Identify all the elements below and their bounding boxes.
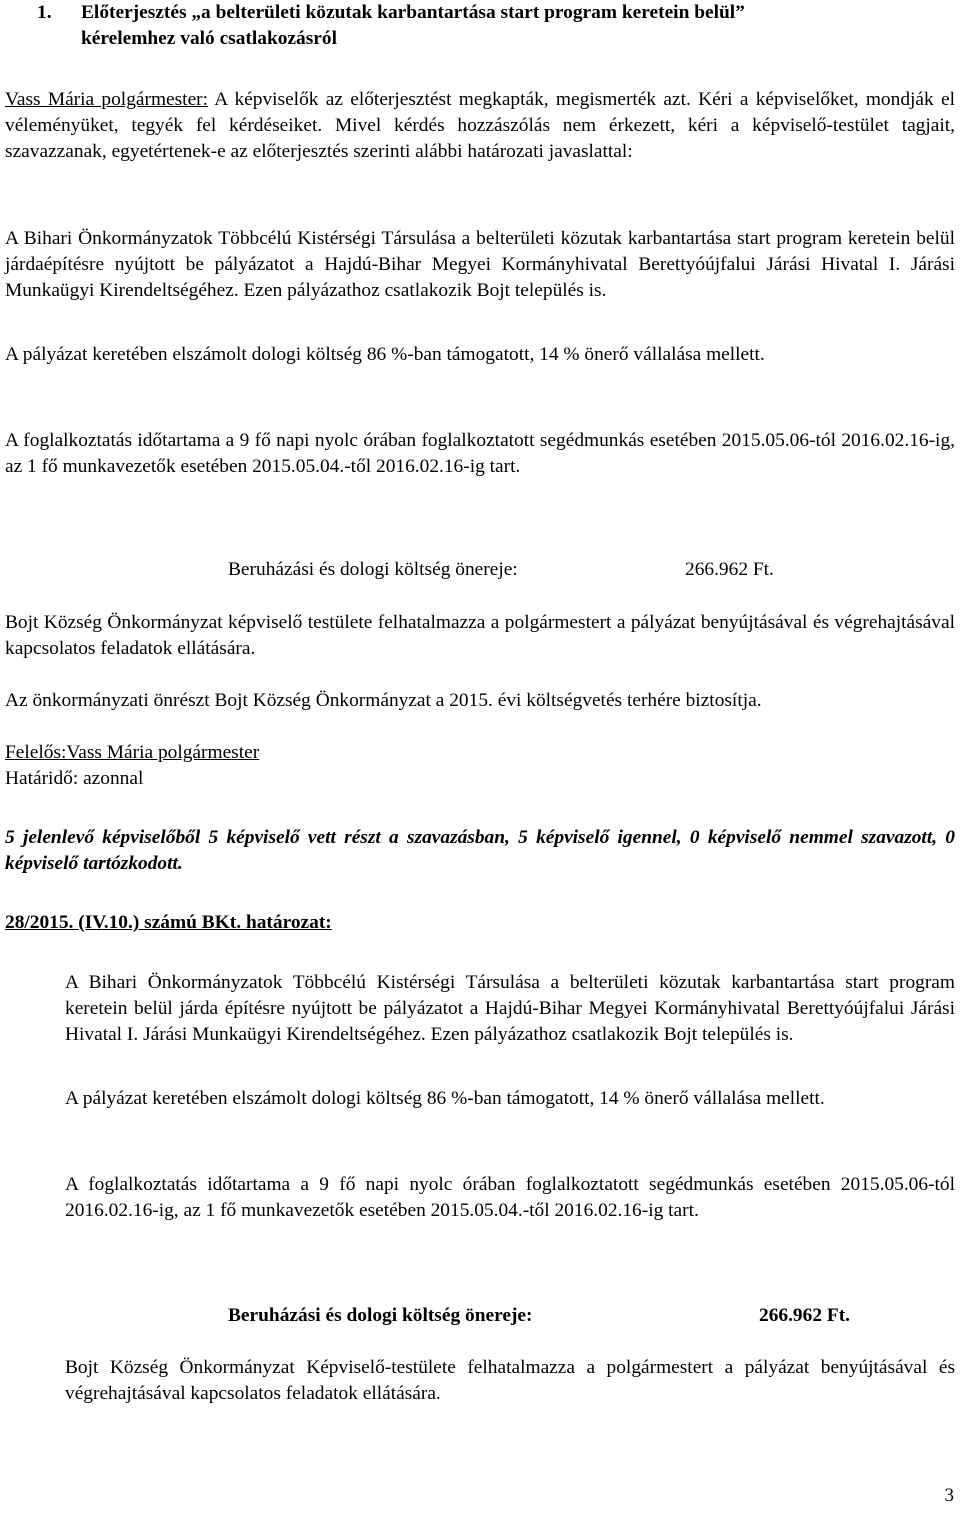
resolution-title: [5, 910, 332, 936]
resolution-cost-label: Beruházási és dologi költség önereje:: [228, 1305, 533, 1326]
agenda-title-line1: Előterjesztés „a belterületi közutak karbantartása start program keretein belül”: [81, 2, 745, 23]
page-number: 3: [944, 1485, 954, 1506]
resolution-paragraph-2: A pályázat keretében elszámolt dologi költség 86 %-ban támogatott, 14 % önerő vállalása mellett.: [65, 1088, 825, 1109]
resolution-number: 28/2015. (IV.10.) számú BKt.: [5, 912, 246, 933]
intro-paragraph: [5, 87, 955, 165]
proposal-cost-value: 266.962 Ft.: [685, 559, 774, 580]
proposal-paragraph-1: A Bihari Önkormányzatok Többcélú Kistérségi Társulása a belterületi közutak karbantartása start program keretein belül járdaépítésre nyújtott be pályázatot a Hajdú-Bihar Megyei Kormányhivatal Berettyóújfalui Járási Hivatal I. Járási Munkaügyi Kirendeltségéhez. Ezen pályázathoz csatlakozik Bojt település is.: [5, 228, 955, 301]
proposal-cost-label: Beruházási és dologi költség önereje:: [228, 559, 518, 580]
vote-result: 5 jelenlevő képviselőből 5 képviselő vett részt a szavazásban, 5 képviselő igennel, 0 képviselő nemmel szavazott, 0 képviselő tartózkodott.: [5, 827, 955, 874]
proposal-paragraph-2: A pályázat keretében elszámolt dologi költség 86 %-ban támogatott, 14 % önerő vállalása mellett.: [5, 344, 765, 365]
intro-text: A képviselők az előterjesztést megkapták, megismerték azt. Kéri a képviselőket, mondják el véleményüket, tegyék fel kérdéseiket. Mivel kérdés hozzászólás nem érkezett, kéri a képviselő-testület tagjait, szavazzanak, egyetértenek-e az előterjesztés szerinti alábbi határozati javaslattal:: [5, 89, 955, 162]
resolution-paragraph-3: A foglalkoztatás időtartama a 9 fő napi nyolc órában foglalkoztatott segédmunkás esetében 2015.05.06-tól 2016.02.16-ig, az 1 fő munkavezetők esetében 2015.05.04.-től 2016.02.16-ig tart.: [65, 1174, 955, 1221]
proposal-paragraph-4: Bojt Község Önkormányzat képviselő testülete felhatalmazza a polgármestert a pályázat benyújtásával és végrehajtásával kapcsolatos feladatok ellátására.: [5, 612, 955, 659]
resolution-cost-value: 266.962 Ft.: [759, 1305, 851, 1326]
resolution-paragraph-1: A Bihari Önkormányzatok Többcélú Kistérségi Társulása a belterületi közutak karbantartása start program keretein belül járda építésre nyújtott be pályázatot a Hajdú-Bihar Megyei Kormányhivatal Berettyóújfalui Járási Hivatal I. Járási Munkaügyi Kirendeltségéhez. Ezen pályázathoz csatlakozik Bojt település is.: [65, 972, 955, 1045]
resolution-paragraph-4: Bojt Község Önkormányzat Képviselő-testülete felhatalmazza a polgármestert a pályázat benyújtásával és végrehajtásával kapcsolatos feladatok ellátására.: [65, 1357, 955, 1404]
proposal-paragraph-3: A foglalkoztatás időtartama a 9 fő napi nyolc órában foglalkoztatott segédmunkás esetében 2015.05.06-tól 2016.02.16-ig, az 1 fő munkavezetők esetében 2015.05.04.-től 2016.02.16-ig tart.: [5, 430, 955, 477]
responsible-line: Felelős:Vass Mária polgármester: [5, 742, 260, 763]
deadline-line: Határidő: azonnal: [5, 768, 144, 789]
speaker-name: Vass Mária polgármester:: [5, 89, 209, 110]
agenda-number: 1.: [37, 2, 52, 23]
resolution-label: határozat:: [245, 912, 332, 933]
proposal-paragraph-5: Az önkormányzati önrészt Bojt Község Önkormányzat a 2015. évi költségvetés terhére biztosítja.: [5, 690, 762, 711]
agenda-title-line2: kérelemhez való csatlakozásról: [81, 28, 337, 49]
